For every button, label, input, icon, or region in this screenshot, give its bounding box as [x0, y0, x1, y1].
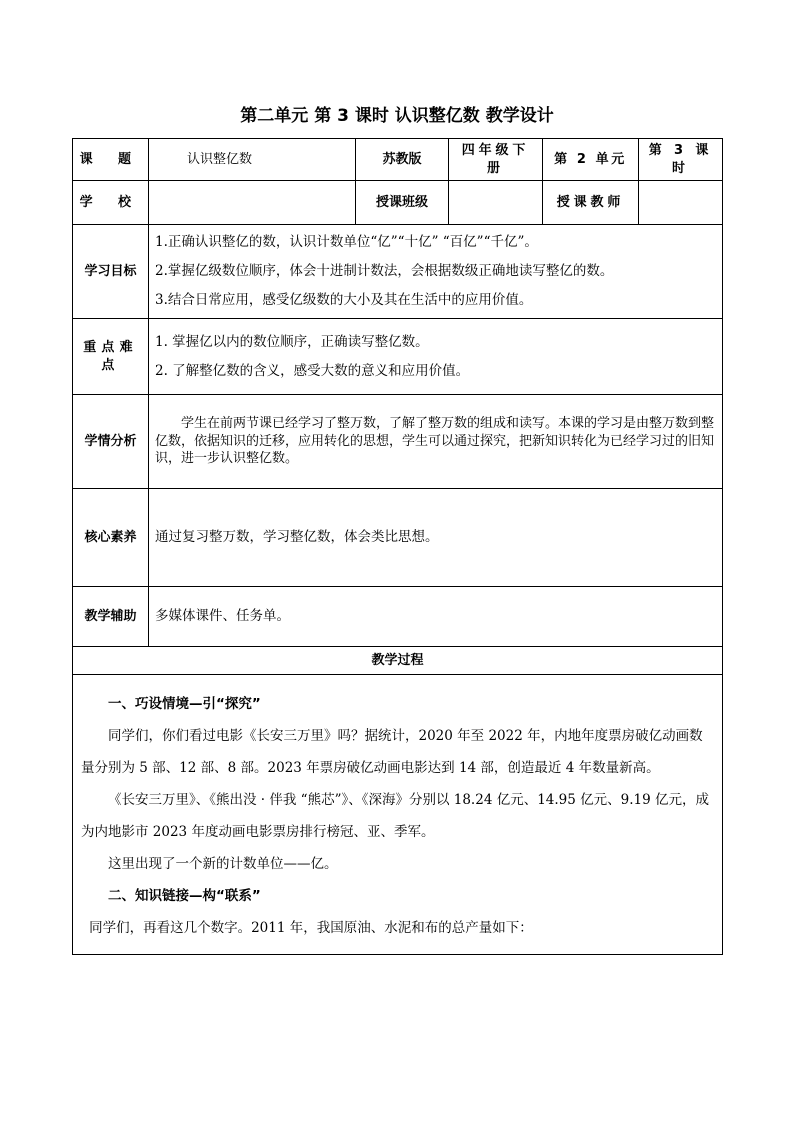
grade: 四年级下册 [449, 139, 543, 181]
label-aids: 教学辅助 [73, 587, 149, 647]
row-key-points [73, 319, 723, 395]
objective-item: 2.掌握亿级数位顺序，体会十进制计数法，会根据数级正确地读写整亿的数。 [155, 263, 614, 279]
page-title: 第二单元 第 3 课时 认识整亿数 教学设计 [240, 106, 554, 126]
process-paragraph: 这里出现了一个新的计数单位——亿。 [108, 855, 338, 872]
row-school [73, 181, 723, 225]
process-heading: 教学过程 [73, 647, 723, 675]
row-literacy [73, 489, 723, 587]
label-topic: 课 题 [73, 139, 149, 181]
publisher: 苏教版 [356, 139, 449, 181]
row-process-heading [73, 647, 723, 675]
lesson-number: 第 3 课时 [639, 139, 723, 181]
objectives-cell [149, 225, 723, 319]
teacher-value [639, 181, 723, 225]
section-heading: 一、巧设情境—引“探究” [108, 695, 261, 712]
school-value [149, 181, 356, 225]
label-school: 学 校 [73, 181, 149, 225]
row-topic [73, 139, 723, 181]
label-literacy: 核心素养 [73, 489, 149, 587]
process-paragraph: 《长安三万里》、《熊出没 · 伴我 “熊芯”》、《深海》分别以 18.24 亿元、14.95 亿元、9.19 亿元，成为内地影市 2023 年度动画电影票房排行榜冠、亚、季军。 [81, 791, 709, 840]
process-cell [73, 675, 723, 955]
unit: 第 2 单元 [543, 139, 639, 181]
key-point-item: 2. 了解整亿数的含义，感受大数的意义和应用价值。 [155, 362, 470, 379]
label-teacher: 授课教师 [543, 181, 639, 225]
label-analysis: 学情分析 [73, 395, 149, 489]
row-analysis [73, 395, 723, 489]
lesson-plan-table [72, 138, 723, 955]
class-value [449, 181, 543, 225]
analysis-text: 学生在前两节课已经学习了整万数，了解了整万数的组成和读写。本课的学习是由整万数到整亿数，依据知识的迁移，应用转化的思想，学生可以通过探究，把新知识转化为已经学习过的旧知识，进一步认识整亿数。 [149, 395, 723, 489]
label-objectives: 学习目标 [73, 225, 149, 319]
process-paragraph: 同学们，你们看过电影《长安三万里》吗？据统计，2020 年至 2022 年，内地年度票房破亿动画数量分别为 5 部、12 部、8 部。2023 年票房破亿动画电影达到 14 部，创造最近 4 年数量新高。 [81, 727, 703, 776]
label-class: 授课班级 [356, 181, 449, 225]
row-process [73, 675, 723, 955]
key-point-item: 1. 掌握亿以内的数位顺序，正确读写整亿数。 [155, 333, 429, 350]
key-points-cell [149, 319, 723, 395]
objective-item: 1.正确认识整亿的数，认识计数单位“亿”“十亿” “百亿”“千亿”。 [155, 234, 538, 250]
row-aids [73, 587, 723, 647]
topic-value: 认识整亿数 [149, 139, 356, 181]
label-key-points: 重点难点 [73, 319, 149, 395]
row-objectives [73, 225, 723, 319]
process-paragraph: 同学们，再看这几个数字。2011 年，我国原油、水泥和布的总产量如下： [89, 919, 533, 936]
objective-item: 3.结合日常应用，感受亿级数的大小及其在生活中的应用价值。 [155, 292, 533, 308]
aids-text: 多媒体课件、任务单。 [149, 587, 723, 647]
section-heading: 二、知识链接—构“联系” [108, 887, 261, 904]
literacy-text: 通过复习整万数，学习整亿数，体会类比思想。 [149, 489, 723, 587]
